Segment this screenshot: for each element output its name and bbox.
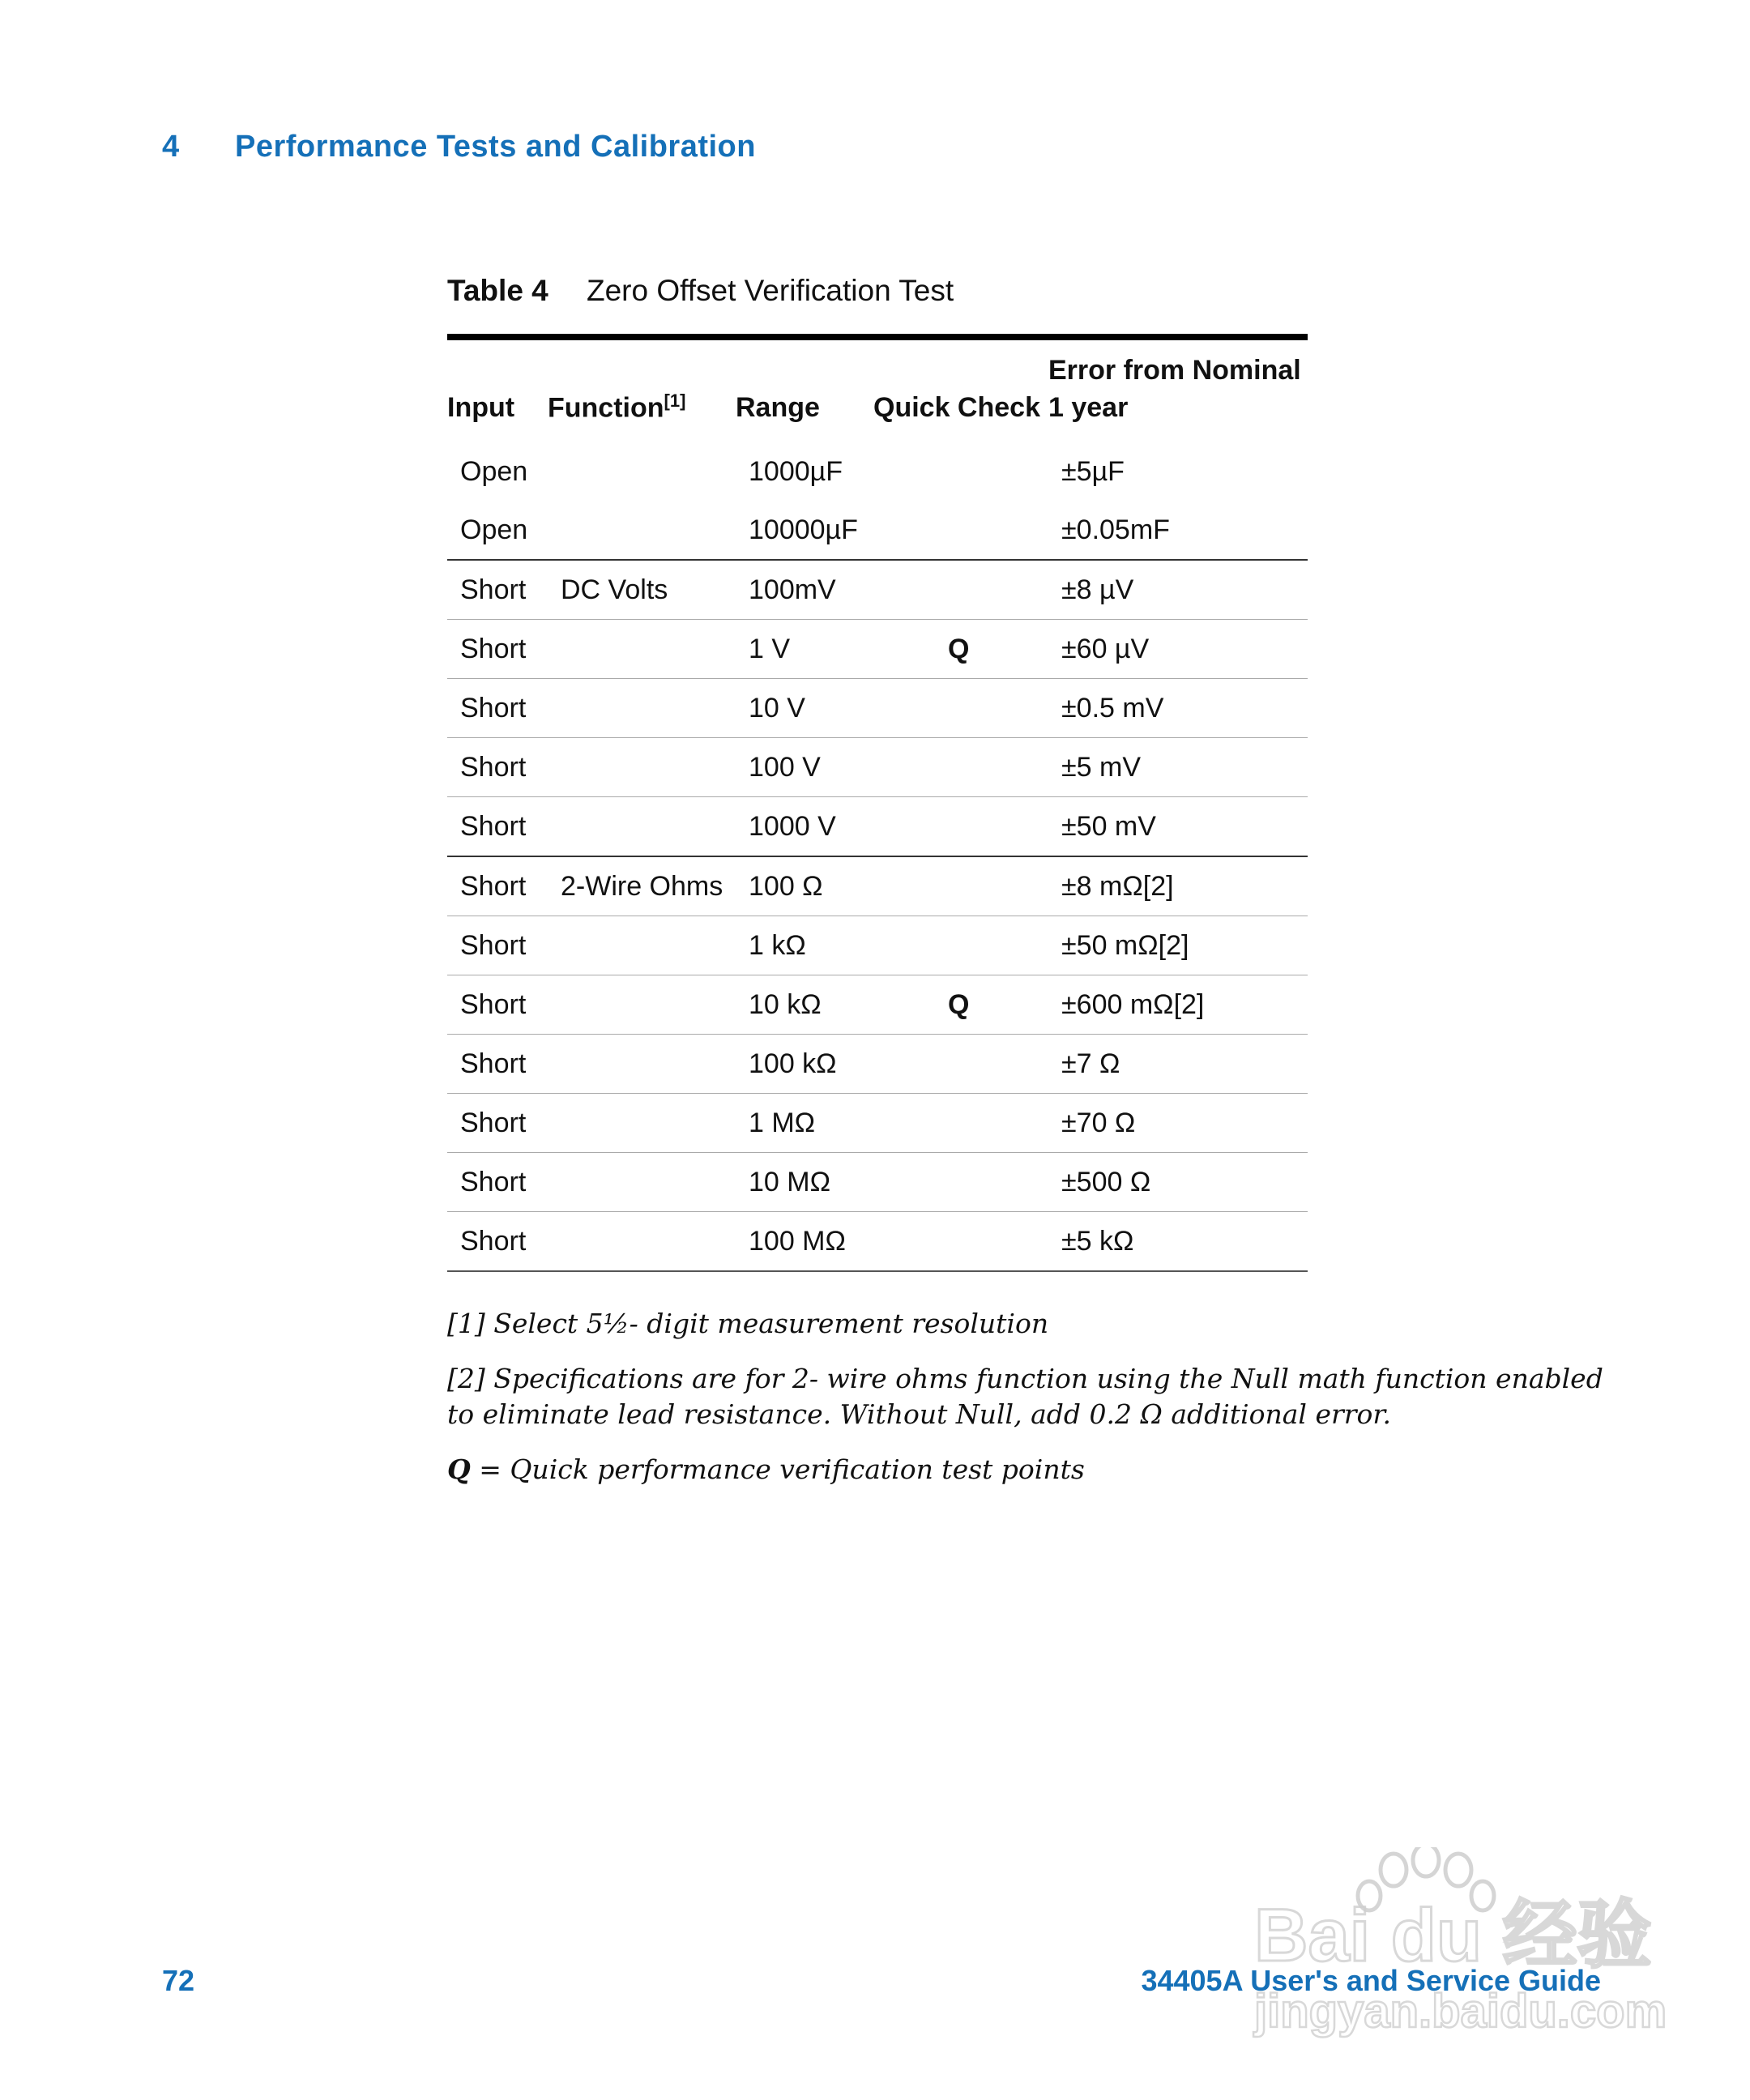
cell-quick-check <box>873 1094 1048 1153</box>
cell-input: Short <box>460 929 527 961</box>
table-row <box>447 856 1308 916</box>
verification-table-wrapper <box>447 334 1308 1272</box>
cell-function <box>548 797 736 857</box>
cell-error: ±0.05mF <box>1061 514 1170 545</box>
cell-range: 100mV <box>749 574 836 605</box>
baidu-watermark <box>1248 1847 1669 2042</box>
cell-function <box>548 442 736 501</box>
cell-range: 100 kΩ <box>749 1048 837 1079</box>
table-row <box>447 1153 1308 1212</box>
cell-error: ±500 Ω <box>1061 1166 1151 1197</box>
cell-input: Short <box>460 751 527 783</box>
table-row <box>447 679 1308 738</box>
cell-quick-check <box>873 1035 1048 1094</box>
cell-error: ±8 µV <box>1061 574 1134 605</box>
table-caption <box>447 274 954 308</box>
cell-error: ±70 Ω <box>1061 1107 1136 1138</box>
cell-range: 10 kΩ <box>749 988 822 1020</box>
cell-quick-check <box>873 916 1048 975</box>
table-row <box>447 560 1308 620</box>
table-row <box>447 916 1308 975</box>
page-number: 72 <box>162 1964 195 1997</box>
cell-input: Short <box>460 633 527 664</box>
cell-function: DC Volts <box>561 574 668 605</box>
cell-error: ±5 mV <box>1061 751 1142 783</box>
cell-quick-check: Q <box>948 988 970 1020</box>
table-header <box>447 337 1308 442</box>
cell-range: 1 MΩ <box>749 1107 816 1138</box>
note-q: Q = Quick performance verification test points <box>447 1453 1085 1485</box>
cell-function <box>548 975 736 1035</box>
cell-input: Open <box>460 455 528 487</box>
table-caption-label: Table 4 <box>447 274 548 307</box>
chapter-title: Performance Tests and Calibration <box>235 130 756 164</box>
table-row <box>447 620 1308 679</box>
cell-function <box>548 501 736 560</box>
cell-range: 10 MΩ <box>749 1166 831 1197</box>
cell-input: Open <box>460 514 528 545</box>
col-header-error: Error from Nominal 1 year <box>1048 355 1301 423</box>
cell-input: Short <box>460 1048 527 1079</box>
cell-error: ±7 Ω <box>1061 1048 1120 1079</box>
cell-input: Short <box>460 1107 527 1138</box>
table-row <box>447 797 1308 857</box>
function-footnote-ref: [1] <box>664 390 686 411</box>
cell-range: 10000µF <box>749 514 858 545</box>
cell-input: Short <box>460 1166 527 1197</box>
col-header-function: Function[1] <box>548 390 686 423</box>
cell-function <box>548 1153 736 1212</box>
cell-error: ±5 kΩ <box>1061 1225 1134 1257</box>
cell-input: Short <box>460 810 527 842</box>
table-row <box>447 1035 1308 1094</box>
watermark-brand: Bai du 经验 <box>1254 1894 1652 1977</box>
cell-function <box>548 1094 736 1153</box>
col-header-range: Range <box>736 392 820 423</box>
cell-input: Short <box>460 574 527 605</box>
cell-quick-check <box>873 1212 1048 1272</box>
cell-error: ±50 mV <box>1061 810 1156 842</box>
cell-range: 100 MΩ <box>749 1225 846 1257</box>
table-body <box>447 442 1308 1271</box>
note-1: [1] Select 5½- digit measurement resolution <box>447 1308 1049 1339</box>
chapter-number: 4 <box>162 130 180 164</box>
table-row <box>447 975 1308 1035</box>
cell-range: 1000 V <box>749 810 836 842</box>
cell-quick-check <box>873 442 1048 501</box>
cell-quick-check <box>873 1153 1048 1212</box>
cell-quick-check <box>873 560 1048 620</box>
cell-quick-check <box>873 738 1048 797</box>
cell-input: Short <box>460 692 527 723</box>
cell-error: ±8 mΩ[2] <box>1061 870 1174 902</box>
table-row <box>447 501 1308 560</box>
note-2: [2] Specifications are for 2- wire ohms function using the Null math function enabled to eliminate lead resistance. Without Null, add 0.2 Ω additional error. <box>447 1363 1603 1430</box>
cell-error: ±50 mΩ[2] <box>1061 929 1189 961</box>
table-row <box>447 1094 1308 1153</box>
cell-range: 100 V <box>749 751 821 783</box>
cell-error: ±60 µV <box>1061 633 1150 664</box>
table-row <box>447 738 1308 797</box>
cell-error: ±5µF <box>1061 455 1125 487</box>
cell-function <box>548 679 736 738</box>
col-header-quick-check: Quick Check <box>873 392 1040 423</box>
watermark-url: jingyan.baidu.com <box>1254 1985 1667 2038</box>
cell-function <box>548 1212 736 1272</box>
cell-input: Short <box>460 870 527 902</box>
table-header-row <box>447 337 1308 442</box>
table-notes <box>447 1306 1614 1507</box>
cell-range: 1 V <box>749 633 791 664</box>
cell-error: ±0.5 mV <box>1061 692 1164 723</box>
cell-quick-check <box>873 797 1048 857</box>
cell-range: 100 Ω <box>749 870 823 902</box>
col-header-input: Input <box>447 392 515 423</box>
cell-function <box>548 620 736 679</box>
cell-function <box>548 916 736 975</box>
cell-input: Short <box>460 1225 527 1257</box>
table-row <box>447 442 1308 501</box>
cell-range: 1000µF <box>749 455 843 487</box>
guide-title: 34405A User's and Service Guide <box>1141 1964 1601 1997</box>
cell-quick-check <box>873 856 1048 916</box>
cell-error: ±600 mΩ[2] <box>1061 988 1205 1020</box>
table-caption-title: Zero Offset Verification Test <box>587 274 954 307</box>
q-symbol: Q <box>447 1453 471 1485</box>
table-row <box>447 1212 1308 1272</box>
cell-quick-check <box>873 679 1048 738</box>
cell-function: 2-Wire Ohms <box>561 870 723 902</box>
chapter-header <box>162 130 756 164</box>
cell-quick-check <box>873 501 1048 560</box>
cell-range: 1 kΩ <box>749 929 806 961</box>
cell-input: Short <box>460 988 527 1020</box>
zero-offset-table <box>447 334 1308 1272</box>
cell-function <box>548 1035 736 1094</box>
cell-quick-check: Q <box>948 633 970 664</box>
cell-range: 10 V <box>749 692 805 723</box>
cell-function <box>548 738 736 797</box>
